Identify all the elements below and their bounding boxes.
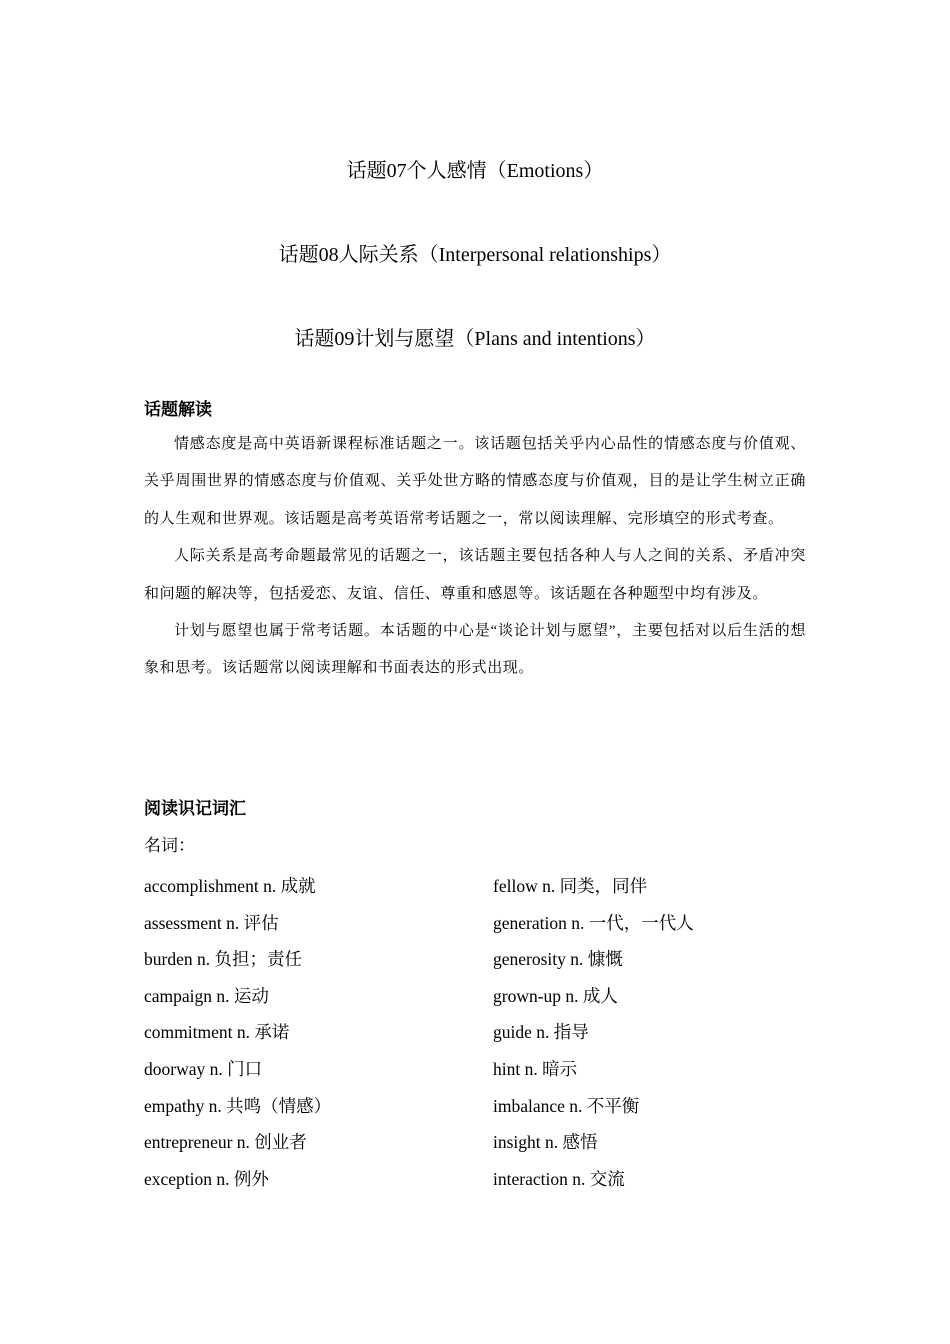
vocab-item: burden n. 负担；责任 [144,949,302,970]
paragraph-relationships: 人际关系是高考命题最常见的话题之一，该话题主要包括各种人与人之间的关系、矛盾冲突和问题的解决等，包括爱恋、友谊、信任、尊重和感恩等。该话题在各种题型中均有涉及。 [144,548,806,602]
vocabulary-heading: 阅读识记词汇 [144,799,246,818]
vocab-item: generosity n. 慷慨 [493,949,623,970]
paragraph-emotions: 情感态度是高中英语新课程标准话题之一。该话题包括关乎内心品性的情感态度与价值观、关乎周围世界的情感态度与价值观、关乎处世方略的情感态度与价值观，目的是让学生树立正确的人生观和世界观。该话题是高考英语常考话题之一，常以阅读理解、完形填空的形式考查。 [144,436,806,527]
vocab-item: empathy n. 共鸣（情感） [144,1095,332,1116]
vocab-item: exception n. 例外 [144,1168,269,1189]
topic-interpretation-section [144,398,806,688]
vocab-item: imbalance n. 不平衡 [493,1095,640,1116]
vocabulary-list [144,868,806,1197]
vocab-item: entrepreneur n. 创业者 [144,1132,307,1153]
vocab-item: hint n. 暗示 [493,1058,578,1079]
topic-title-07: 话题07个人感情（Emotions） [346,160,604,182]
noun-label: 名词： [144,836,195,855]
vocab-item: fellow n. 同类，同伴 [493,876,648,896]
vocab-item: commitment n. 承诺 [144,1022,290,1043]
topic-title-08: 话题08人际关系（Interpersonal relationships） [278,244,672,266]
vocab-item: insight n. 感悟 [493,1132,598,1153]
vocab-item: guide n. 指导 [493,1022,589,1043]
vocabulary-section [144,797,806,1197]
vocab-item: generation n. 一代，一代人 [493,912,694,933]
vocab-item: grown-up n. 成人 [493,985,618,1006]
vocab-item: campaign n. 运动 [144,985,269,1006]
vocab-item: interaction n. 交流 [493,1168,625,1189]
topic-title-09: 话题09计划与愿望（Plans and intentions） [294,328,656,350]
paragraph-plans: 计划与愿望也属于常考话题。本话题的中心是“谈论计划与愿望”，主要包括对以后生活的想象和思考。该话题常以阅读理解和书面表达的形式出现。 [144,623,806,677]
topic-interpretation-heading: 话题解读 [144,400,212,419]
vocab-item: doorway n. 门口 [144,1058,263,1079]
vocab-item: accomplishment n. 成就 [144,876,316,896]
vocab-item: assessment n. 评估 [144,912,279,933]
